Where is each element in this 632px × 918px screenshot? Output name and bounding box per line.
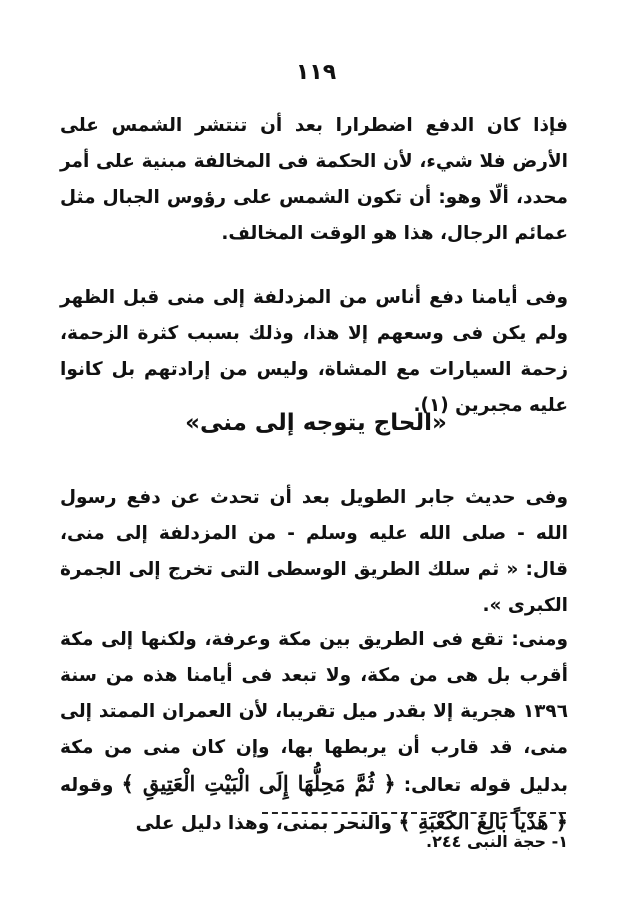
- paragraph-modern-crowding: وفى أيامنا دفع أناس من المزدلفة إلى منى قبل الظهر ولم يكن فى وسعهم إلا هذا، وذلك بسبب كثرة الزحمة، زحمة السيارات مع المشاة، وليس من إرادتهم بل كانوا عليه مجبرين (١).: [60, 287, 568, 416]
- footnote: ١- حجة النبى ٢٤٤.: [426, 832, 568, 851]
- paragraph-mina-location: [60, 622, 568, 842]
- paragraph-text-part: والنحر بمنى، وهذا دليل على: [135, 813, 392, 834]
- quran-verse: ﴿ ثُمَّ مَحِلُّهَا إِلَى الْبَيْتِ الْعَتِيقِ ﴾: [121, 771, 396, 796]
- quran-verse: ﴿ هَدْياً بَالِغَ الكَعْبَةِ ﴾: [398, 809, 568, 834]
- page-number: ١١٩: [295, 60, 337, 85]
- paragraph-delayed-departure: فإذا كان الدفع اضطرارا بعد أن تنتشر الشمس على الأرض فلا شيء، لأن الحكمة فى المخالفة مبنية على أمر محدد، ألّا وهو: أن تكون الشمس على رؤوس الجبال مثل عمائم الرجال، هذا هو الوقت المخالف.: [60, 115, 568, 244]
- section-heading: «الحاج يتوجه إلى منى»: [185, 410, 447, 436]
- paragraph-text-part: ومنى: تقع فى الطريق بين مكة وعرفة، ولكنها إلى مكة أقرب بل هى من مكة، ولا تبعد فى أيامنا هذه من سنة ١٣٩٦ هجرية إلا بقدر ميل تقريبا، لأن العمران الممتد إلى منى، قد قارب أن يربطها بها، وإن كان منى من مكة بدليل قوله تعالى:: [60, 629, 568, 796]
- paragraph-jabir-hadith: وفى حديث جابر الطويل بعد أن تحدث عن دفع رسول الله - صلى الله عليه وسلم - من المزدلفة إلى منى، قال: « ثم سلك الطريق الوسطى التى تخرج إلى الجمرة الكبرى ».: [60, 487, 568, 616]
- footnote-divider: [262, 812, 566, 814]
- paragraph-text-part: وقوله: [60, 775, 114, 796]
